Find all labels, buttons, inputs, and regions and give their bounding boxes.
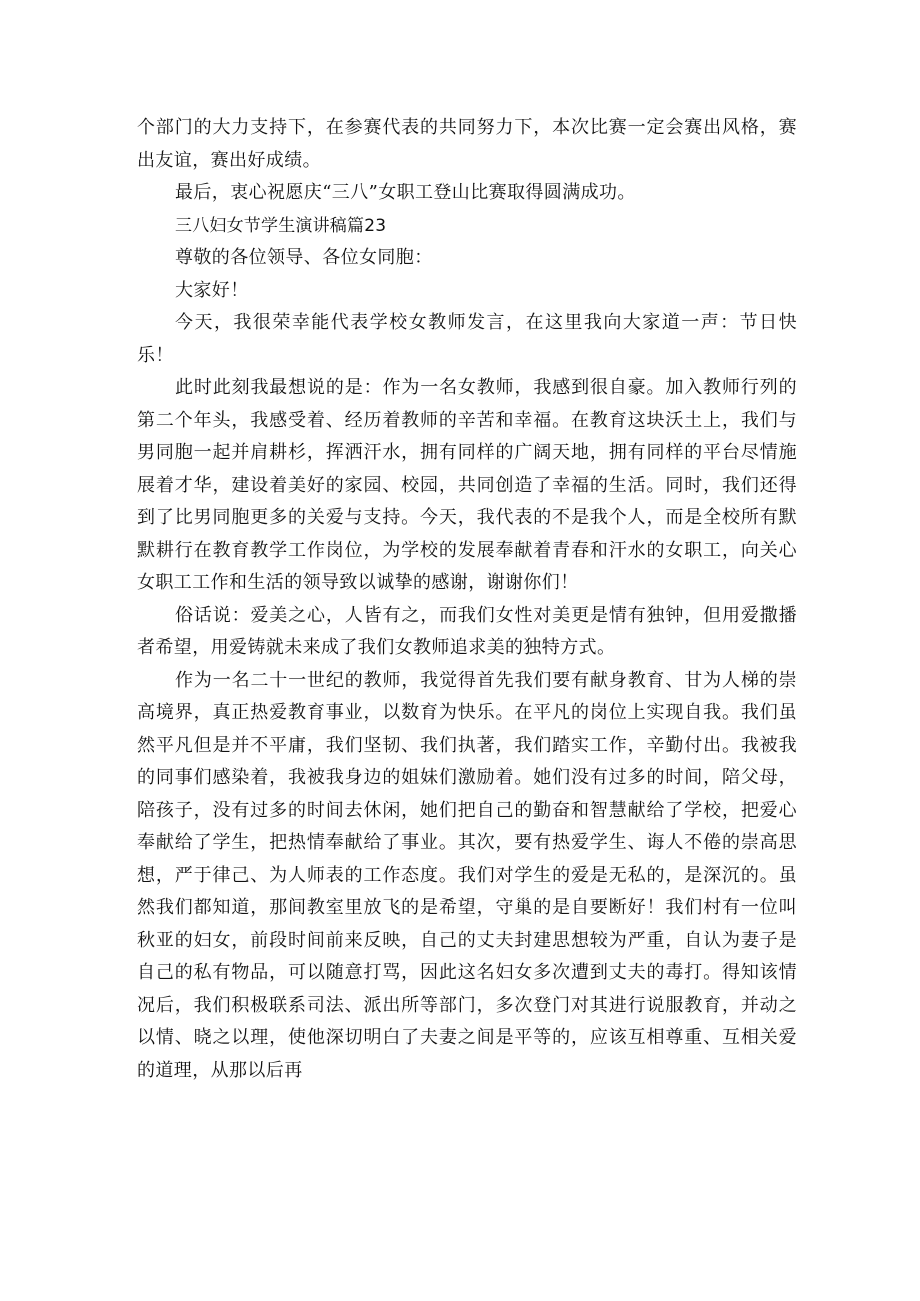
salutation: 尊敬的各位领导、各位女同胞： [175, 247, 433, 268]
paragraph-opening: 今天，我很荣幸能代表学校女教师发言，在这里我向大家道一声：节日快乐！ [137, 312, 797, 366]
paragraph-closing-wish: 最后，衷心祝愿庆“三八”女职工登山比赛取得圆满成功。 [175, 182, 636, 203]
greeting: 大家好！ [175, 279, 249, 301]
document-body [137, 112, 797, 1087]
paragraph-pride: 此时此刻我最想说的是：作为一名女教师，我感到很自豪。加入教师行列的第二个年头，我感受着、经历着教师的辛苦和幸福。在教育这块沃土上，我们与男同胞一起并肩耕杉，挥洒汗水，拥有同样的广阔天地，拥有同样的平台尽情施展着才华，建设着美好的家园、校园，共同创造了幸福的生活。同时，我们还得到了比男同胞更多的关爱与支持。今天，我代表的不是我个人，而是全校所有默默耕行在教育教学工作岗位，为学校的发展奉献着青春和汗水的女职工，向关心女职工工作和生活的领导致以诚挚的感谢，谢谢你们！ [137, 377, 797, 593]
section-heading: 三八妇女节学生演讲稿篇23 [175, 215, 387, 236]
paragraph-dedication: 作为一名二十一世纪的教师，我觉得首先我们要有献身教育、甘为人梯的崇高境界，真正热爱教育事业，以数育为快乐。在平凡的岗位上实现自我。我们虽然平凡但是并不平庸，我们坚韧、我们执著，我们踏实工作，辛勤付出。我被我的同事们感染着，我被我身边的姐妹们激励着。她们没有过多的时间，陪父母，陪孩子，没有过多的时间去休闲，她们把自己的勤奋和智慧献给了学校，把爱心奉献给了学生，把热情奉献给了事业。其次，要有热爱学生、诲人不倦的崇高思想，严于律己、为人师表的工作态度。我们对学生的爱是无私的，是深沉的。虽然我们都知道，那间教室里放飞的是希望，守巢的是自要断好！我们村有一位叫秋亚的妇女，前段时间前来反映，自己的丈夫封建思想较为严重，自认为妻子是自己的私有物品，可以随意打骂，因此这名妇女多次遭到丈夫的毒打。得知该情况后，我们积极联系司法、派出所等部门，多次登门对其进行说服教育，并动之以情、晓之以理，使他深切明白了夫妻之间是平等的，应该互相尊重、互相关爱的道理，从那以后再 [137, 669, 797, 1081]
paragraph-beauty: 俗话说：爱美之心，人皆有之，而我们女性对美更是情有独钟，但用爱撒播者希望，用爱铸就未来成了我们女教师追求美的独特方式。 [137, 604, 797, 658]
paragraph-continuation: 个部门的大力支持下，在参赛代表的共同努力下，本次比赛一定会赛出风格，赛出友谊，赛出好成绩。 [137, 117, 797, 171]
